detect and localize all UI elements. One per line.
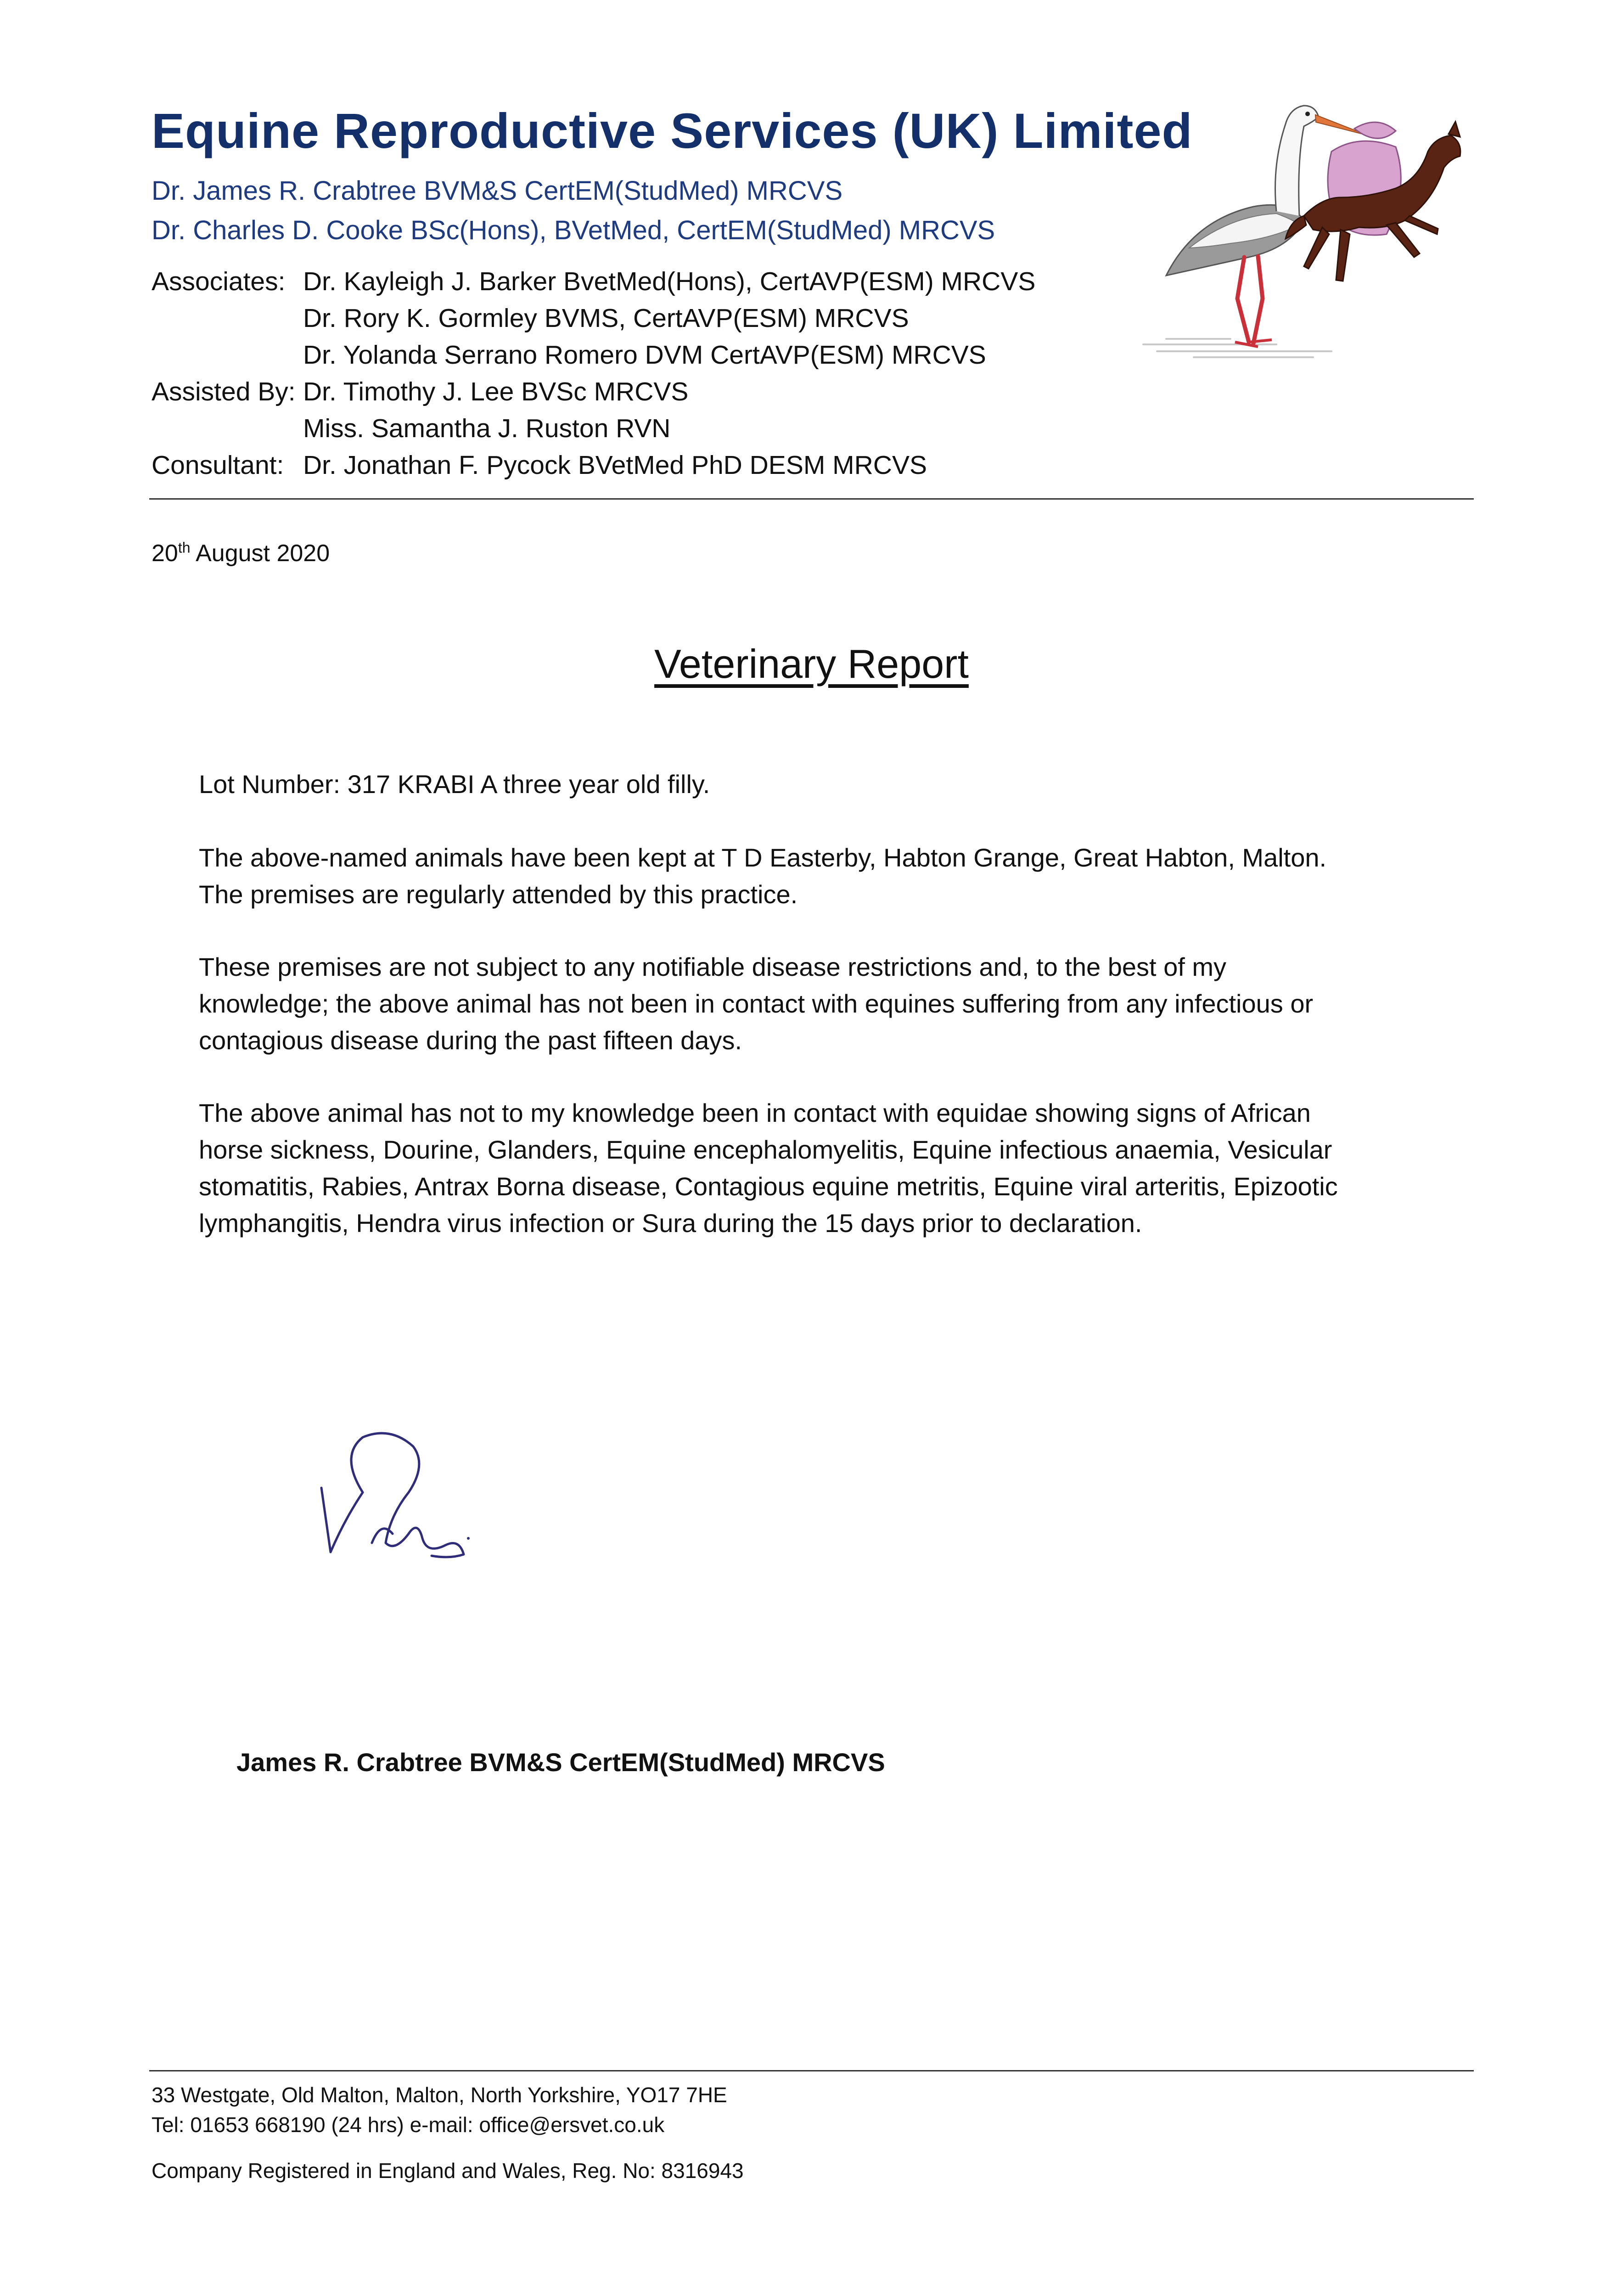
report-date: [152, 540, 330, 567]
assistant-lee: Dr. Timothy J. Lee BVSc MRCVS: [303, 377, 689, 406]
paragraph-line: stomatitis, Rabies, Antrax Borna disease, Contagious equine metritis, Equine viral arteritis, Epizootic: [199, 1172, 1338, 1201]
associate-serrano-romero: Dr. Yolanda Serrano Romero DVM CertAVP(ESM) MRCVS: [303, 340, 986, 370]
footer-registration: Company Registered in England and Wales, Reg. No: 8316943: [152, 2159, 744, 2183]
footer-divider: [149, 2070, 1474, 2071]
handwritten-signature: [312, 1428, 487, 1570]
paragraph-line: The above-named animals have been kept at T D Easterby, Habton Grange, Great Habton, Malton.: [199, 843, 1327, 872]
lot-number-paragraph: [199, 766, 1438, 803]
paragraph-line: lymphangitis, Hendra virus infection or Sura during the 15 days prior to declaration.: [199, 1209, 1142, 1238]
partner-crabtree: Dr. James R. Crabtree BVM&S CertEM(StudMed) MRCVS: [152, 176, 843, 206]
paragraph-line: The premises are regularly attended by this practice.: [199, 880, 798, 909]
associates-label: Associates:: [152, 267, 286, 296]
stork-carrying-foal-logo: [1139, 83, 1478, 367]
associate-gormley: Dr. Rory K. Gormley BVMS, CertAVP(ESM) MRCVS: [303, 304, 909, 333]
disease-restrictions-paragraph: [199, 949, 1438, 1059]
report-title: Veterinary Report: [654, 641, 969, 687]
lot-number-line: Lot Number: 317 KRABI A three year old filly.: [199, 770, 710, 799]
company-name: Equine Reproductive Services (UK) Limited: [152, 103, 1193, 158]
signer-name: James R. Crabtree BVM&S CertEM(StudMed) MRCVS: [236, 1748, 885, 1777]
disease-contact-paragraph: [199, 1095, 1438, 1242]
paragraph-line: knowledge; the above animal has not been in contact with equines suffering from any infectious or: [199, 989, 1314, 1018]
header-divider: [149, 498, 1474, 500]
paragraph-line: contagious disease during the past fifteen days.: [199, 1026, 742, 1055]
consultant-label: Consultant:: [152, 450, 284, 480]
paragraph-line: horse sickness, Dourine, Glanders, Equine encephalomyelitis, Equine infectious anaemia, Vesicular: [199, 1135, 1332, 1164]
date-suffix: th: [178, 539, 191, 556]
footer-contact: Tel: 01653 668190 (24 hrs) e-mail: office@ersvet.co.uk: [152, 2113, 665, 2137]
associate-barker: Dr. Kayleigh J. Barker BvetMed(Hons), CertAVP(ESM) MRCVS: [303, 267, 1036, 296]
footer-address: 33 Westgate, Old Malton, Malton, North Yorkshire, YO17 7HE: [152, 2083, 727, 2107]
premises-paragraph: [199, 839, 1438, 913]
date-rest: August 2020: [196, 540, 330, 567]
assistant-ruston: Miss. Samantha J. Ruston RVN: [303, 414, 671, 443]
partner-cooke: Dr. Charles D. Cooke BSc(Hons), BVetMed, CertEM(StudMed) MRCVS: [152, 215, 995, 245]
paragraph-line: These premises are not subject to any notifiable disease restrictions and, to the best of my: [199, 952, 1227, 981]
assisted-by-label: Assisted By:: [152, 377, 296, 406]
date-day: 20: [152, 540, 178, 567]
consultant-pycock: Dr. Jonathan F. Pycock BVetMed PhD DESM MRCVS: [303, 450, 927, 480]
paragraph-line: The above animal has not to my knowledge been in contact with equidae showing signs of African: [199, 1098, 1311, 1127]
